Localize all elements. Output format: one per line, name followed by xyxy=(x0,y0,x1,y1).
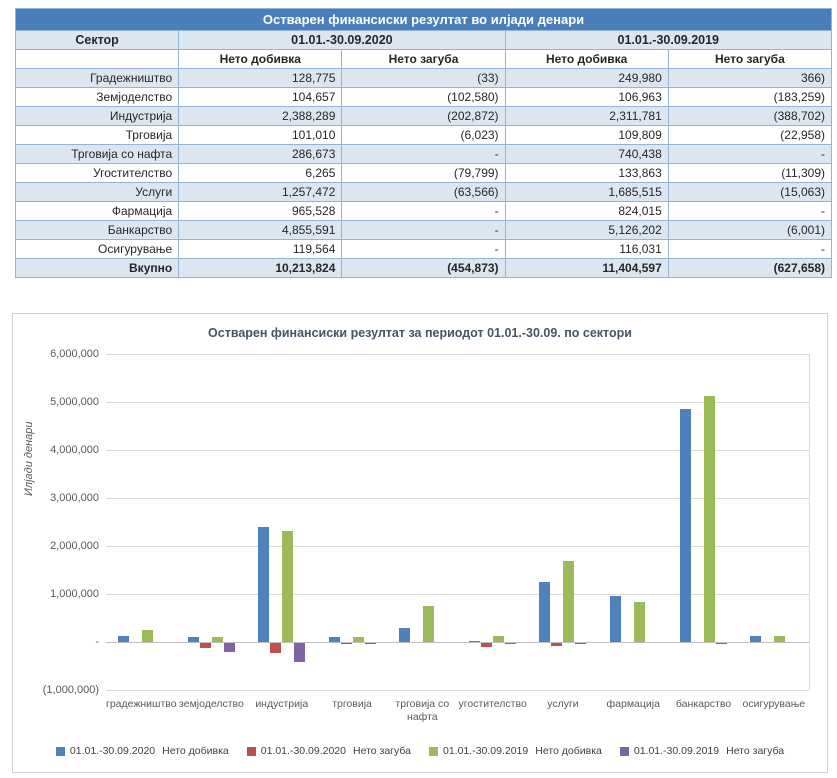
legend-color-swatch xyxy=(429,747,438,756)
table-cell-value: 366) xyxy=(668,69,831,88)
bar-услуги-s3 xyxy=(575,643,586,644)
category-label: банкарство xyxy=(675,698,732,710)
table-cell-value: (6,001) xyxy=(668,221,831,240)
table-title: Остварен финансиски резултат во илјади денари xyxy=(16,9,832,31)
legend-period-label: 01.01.-30.09.2020 xyxy=(69,745,156,757)
table-cell-value: (33) xyxy=(342,69,505,88)
y-tick-label: 2,000,000 xyxy=(50,540,99,552)
table-cell-sector: Вкупно xyxy=(16,259,179,278)
bar-трговија со нафта-s0 xyxy=(399,628,410,642)
table-cell-value: 119,564 xyxy=(179,240,342,259)
chart-panel xyxy=(12,313,828,773)
y-tick-label: 6,000,000 xyxy=(50,348,99,360)
table-cell-sector: Осигурување xyxy=(16,240,179,259)
table-cell-sector: Трговија xyxy=(16,126,179,145)
category-label: градежништво xyxy=(106,698,177,710)
bar-услуги-s0 xyxy=(539,582,550,642)
plot-right-border xyxy=(809,354,810,690)
chart-title: Остварен финансиски резултат за периодот 01.01.-30.09. по сектори xyxy=(208,326,632,340)
table-cell-value: (102,580) xyxy=(342,88,505,107)
bar-земјоделство-s2 xyxy=(212,637,223,642)
table-title-row xyxy=(16,9,832,31)
profit-2020-header: Нето добивка xyxy=(179,50,342,69)
table-period-row xyxy=(16,31,832,50)
bar-индустрија-s1 xyxy=(270,643,281,653)
table-cell-value: 4,855,591 xyxy=(179,221,342,240)
legend-period-label: 01.01.-30.09.2020 xyxy=(260,745,346,757)
table-cell-value: 109,809 xyxy=(505,126,668,145)
category-label: трговија xyxy=(332,698,372,710)
table-cell-value: 116,031 xyxy=(505,240,668,259)
y-tick-label: 3,000,000 xyxy=(50,492,99,504)
table-cell-value: 1,685,515 xyxy=(505,183,668,202)
table-cell-value: (15,063) xyxy=(668,183,831,202)
table-cell-value: - xyxy=(342,240,505,259)
empty-header-cell xyxy=(16,50,179,69)
legend-item xyxy=(56,745,229,757)
bar-земјоделство-s1 xyxy=(200,643,211,648)
loss-2020-header: Нето загуба xyxy=(342,50,505,69)
table-cell-value: 2,311,781 xyxy=(505,107,668,126)
table-cell-sector: Услуги xyxy=(16,183,179,202)
table-row xyxy=(16,107,832,126)
financial-table xyxy=(15,8,832,278)
bar-земјоделство-s3 xyxy=(224,643,235,652)
profit-2019-header: Нето добивка xyxy=(505,50,668,69)
bar-трговија со нафта-s2 xyxy=(423,606,434,642)
legend xyxy=(13,745,827,757)
table-cell-sector: Банкарство xyxy=(16,221,179,240)
table-cell-sector: Фармација xyxy=(16,202,179,221)
table-cell-value: 106,963 xyxy=(505,88,668,107)
table-cell-value: (183,259) xyxy=(668,88,831,107)
bar-индустрија-s0 xyxy=(258,527,269,642)
table-cell-value: (388,702) xyxy=(668,107,831,126)
table-subheader-row xyxy=(16,50,832,69)
bar-фармација-s2 xyxy=(634,602,645,642)
table-row xyxy=(16,240,832,259)
table-cell-value: 133,863 xyxy=(505,164,668,183)
category-label: трговија со нафта xyxy=(395,698,450,723)
table-cell-value: 6,265 xyxy=(179,164,342,183)
table-cell-sector: Земјоделство xyxy=(16,88,179,107)
gridline xyxy=(106,690,809,691)
table-row xyxy=(16,221,832,240)
bar-услуги-s1 xyxy=(551,643,562,646)
bar-индустрија-s2 xyxy=(282,531,293,642)
period-2019-header: 01.01.-30.09.2019 xyxy=(505,31,831,50)
table-cell-value: 740,438 xyxy=(505,145,668,164)
table-cell-sector: Градежништво xyxy=(16,69,179,88)
table-cell-value: - xyxy=(342,221,505,240)
table-row xyxy=(16,88,832,107)
table-cell-value: 104,657 xyxy=(179,88,342,107)
bar-угостителство-s3 xyxy=(505,643,516,644)
legend-color-swatch xyxy=(620,747,629,756)
table-row xyxy=(16,145,832,164)
table-row xyxy=(16,183,832,202)
table-cell-value: (454,873) xyxy=(342,259,505,278)
bar-банкарство-s2 xyxy=(704,396,715,642)
table-row xyxy=(16,259,832,278)
category-label: услуги xyxy=(547,698,579,710)
legend-color-swatch xyxy=(247,747,256,756)
period-2020-header: 01.01.-30.09.2020 xyxy=(179,31,505,50)
table-row xyxy=(16,126,832,145)
table-cell-value: (63,566) xyxy=(342,183,505,202)
legend-metric-label: Нето добивка xyxy=(535,745,602,757)
table-cell-value: (6,023) xyxy=(342,126,505,145)
bar-трговија-s0 xyxy=(329,637,340,642)
table-row xyxy=(16,164,832,183)
category-label: осигурување xyxy=(742,698,806,710)
table-row xyxy=(16,202,832,221)
y-tick-label: (1,000,000) xyxy=(42,684,99,696)
bar-угостителство-s0 xyxy=(469,641,480,642)
sector-column-header: Сектор xyxy=(16,31,179,50)
table-cell-sector: Трговија со нафта xyxy=(16,145,179,164)
table-cell-value: 965,528 xyxy=(179,202,342,221)
legend-item xyxy=(620,745,784,757)
table-cell-value: - xyxy=(668,145,831,164)
table-cell-value: 10,213,824 xyxy=(179,259,342,278)
y-tick-label: 5,000,000 xyxy=(50,396,99,408)
table-cell-value: - xyxy=(342,145,505,164)
table-cell-value: 2,388,289 xyxy=(179,107,342,126)
legend-item xyxy=(247,745,411,757)
category-label: угостителство xyxy=(458,698,527,710)
zero-line xyxy=(106,642,809,643)
bar-трговија-s3 xyxy=(365,643,376,644)
bar-угостителство-s2 xyxy=(493,636,504,642)
legend-metric-label: Нето добивка xyxy=(162,745,229,757)
bar-банкарство-s3 xyxy=(716,643,727,644)
y-axis-label: Илјади денари xyxy=(23,421,35,496)
table-body xyxy=(16,69,832,278)
bar-банкарство-s0 xyxy=(680,409,691,642)
bar-трговија-s1 xyxy=(341,643,352,644)
bar-земјоделство-s0 xyxy=(188,637,199,642)
legend-metric-label: Нето загуба xyxy=(726,745,785,757)
bar-осигурување-s2 xyxy=(774,636,785,642)
table-cell-value: - xyxy=(342,202,505,221)
bar-фармација-s0 xyxy=(610,596,621,642)
table-cell-sector: Индустрија xyxy=(16,107,179,126)
category-label: фармација xyxy=(606,698,660,710)
bar-индустрија-s3 xyxy=(294,643,305,662)
bar-угостителство-s1 xyxy=(481,643,492,647)
table-cell-value: 5,126,202 xyxy=(505,221,668,240)
table-header xyxy=(16,9,832,69)
legend-period-label: 01.01.-30.09.2019 xyxy=(633,745,720,757)
legend-period-label: 01.01.-30.09.2019 xyxy=(443,745,529,757)
table-cell-value: 249,980 xyxy=(505,69,668,88)
table-cell-value: (11,309) xyxy=(668,164,831,183)
table-cell-value: 128,775 xyxy=(179,69,342,88)
table-cell-sector: Угостителство xyxy=(16,164,179,183)
table-cell-value: 824,015 xyxy=(505,202,668,221)
table-cell-value: - xyxy=(668,240,831,259)
y-tick-label: - xyxy=(95,636,99,648)
bar-градежништво-s2 xyxy=(142,630,153,642)
y-tick-label: 4,000,000 xyxy=(50,444,99,456)
bar-услуги-s2 xyxy=(563,561,574,642)
legend-item xyxy=(429,745,602,757)
table-row xyxy=(16,69,832,88)
y-tick-label: 1,000,000 xyxy=(50,588,99,600)
table-cell-value: 11,404,597 xyxy=(505,259,668,278)
table-cell-value: - xyxy=(668,202,831,221)
table-cell-value: 286,673 xyxy=(179,145,342,164)
category-label: земјоделство xyxy=(179,698,244,710)
legend-metric-label: Нето загуба xyxy=(353,745,411,757)
bar-осигурување-s0 xyxy=(750,636,761,642)
category-label: индустрија xyxy=(255,698,309,710)
table-cell-value: (627,658) xyxy=(668,259,831,278)
table-cell-value: (202,872) xyxy=(342,107,505,126)
loss-2019-header: Нето загуба xyxy=(668,50,831,69)
table-cell-value: (22,958) xyxy=(668,126,831,145)
bar-градежништво-s0 xyxy=(118,636,129,642)
table-cell-value: 101,010 xyxy=(179,126,342,145)
gridline xyxy=(106,354,809,355)
bar-трговија-s2 xyxy=(353,637,364,642)
legend-color-swatch xyxy=(56,747,65,756)
table-cell-value: (79,799) xyxy=(342,164,505,183)
table-cell-value: 1,257,472 xyxy=(179,183,342,202)
